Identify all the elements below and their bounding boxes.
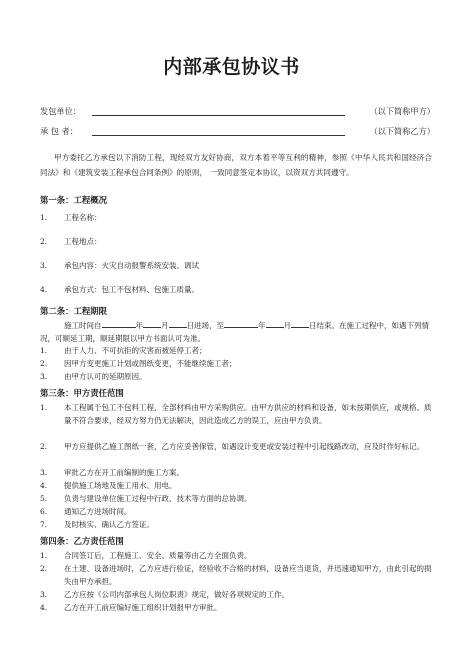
document-title: 内部承包协议书: [163, 56, 300, 78]
item-number: 3.: [40, 468, 48, 477]
item-text: 及时核实、确认乙方签证。: [64, 520, 154, 529]
item-number: 4.: [40, 603, 48, 612]
section1-item: [40, 211, 432, 224]
contractor-suffix: （以下简称乙方）: [369, 126, 435, 136]
start-day-blank: [169, 318, 187, 328]
end-month-blank: [266, 318, 284, 328]
section4-item: [40, 562, 432, 588]
section3-heading: 第三条：甲方责任范围: [40, 388, 124, 398]
year-label: 年: [135, 321, 143, 330]
section2-item: [40, 370, 432, 383]
employer-blank: [92, 115, 345, 116]
section4-item: [40, 549, 432, 562]
section1-item: [40, 235, 432, 248]
section2-item: [40, 344, 432, 357]
section4-item: [40, 601, 432, 614]
item-number: 3.: [40, 590, 48, 599]
section3-item: [40, 401, 432, 427]
item-text: 合同签订后，工程施工、安全、质量等由乙方全面负责。: [64, 551, 252, 560]
contractor-line: [40, 124, 435, 138]
item-text: 承包内容：火灾自动报警系统安装、调试: [64, 261, 199, 270]
item-number: 1.: [40, 403, 48, 412]
intro-paragraph: 甲方委托乙方承包以下消防工程，现经双方友好协商，双方本着平等互利的精神，参照《中华人民共和国经济合同法》和《建筑安装工程承包合同条例》的原则， 一致同意签定本协议，以资双方共同遵守。: [40, 153, 432, 177]
item-text: 工程名称：: [64, 213, 102, 222]
item-text: 工程地点：: [64, 237, 102, 246]
item-number: 1.: [40, 346, 48, 355]
item-number: 2.: [40, 359, 48, 368]
item-text: 乙方应按《公司内部承包人岗位职责》规定，做好各项规定的工作。: [64, 590, 289, 599]
section3-item: [40, 440, 432, 453]
item-number: 7.: [40, 520, 48, 529]
section2-item: [40, 357, 432, 370]
item-text: 负责与建设单位施工过程中行政、技术等方面的总协调。: [64, 494, 252, 503]
section3-item: [40, 518, 432, 531]
section4-heading: 第四条：乙方责任范围: [40, 536, 124, 546]
section3-item: [40, 492, 432, 505]
item-text: 通知乙方进场时间。: [64, 507, 132, 516]
section3-item: [40, 479, 432, 492]
section3-item: [40, 466, 432, 479]
end-day-blank: [291, 318, 309, 328]
item-text: 因甲方变更施工计划或图纸变更，不能继续施工者；: [64, 359, 237, 368]
item-number: 6.: [40, 507, 48, 516]
employer-suffix: （以下简称甲方）: [369, 106, 435, 116]
item-text: 由甲方认可的延期原因。: [64, 372, 147, 381]
section1-item: [40, 259, 432, 272]
month-label: 月: [161, 321, 169, 330]
item-text: 承包方式：包工不包材料、包施工质量。: [64, 285, 199, 294]
section1-item: [40, 283, 432, 296]
item-number: 3.: [40, 261, 48, 270]
item-text: 乙方在开工前应编好施工组织计划报甲方审批。: [64, 603, 222, 612]
item-number: 4.: [40, 285, 48, 294]
item-text: 审批乙方在开工前编制的施工方案。: [64, 468, 184, 477]
item-number: 1.: [40, 551, 48, 560]
item-text: 本工程属于包工不包料工程，全部材料由甲方采购供应。由甲方供应的材料和设备，如未按期供应，或规格、质量不符合要求，经双方努力仍无法解决，因此造成乙方的误工，应由甲方负责。: [64, 403, 432, 425]
section3-item: [40, 505, 432, 518]
month-label: 月: [283, 321, 291, 330]
employer-line: [40, 104, 435, 118]
item-number: 2.: [40, 564, 48, 573]
section1-heading: 第一条：工程概况: [40, 195, 107, 205]
year-label: 年: [258, 321, 266, 330]
item-text: 在土建、设备进场时，乙方应进行验证，经验收不合格的材料，设备应当退货，并迅速通知甲方，由此引起的损失由甲方承担。: [64, 564, 432, 586]
end-year-blank: [224, 318, 258, 328]
item-number: 3.: [40, 372, 48, 381]
section4-item: [40, 588, 432, 601]
contractor-blank: [92, 135, 345, 136]
contractor-label: 承 包 者：: [40, 126, 78, 136]
item-number: 1.: [40, 213, 48, 222]
schedule-start: 施工时间自: [64, 321, 102, 330]
employer-label: 发包单位：: [40, 106, 81, 116]
item-text: 甲方应提供乙施工图纸一套，乙方应妥善保管，如遇设计变更或安装过程中引起线路改动，应及时作好标记。: [64, 442, 424, 451]
schedule-paragraph: [40, 318, 432, 345]
item-number: 5.: [40, 494, 48, 503]
item-number: 2.: [40, 442, 48, 451]
start-year-blank: [102, 318, 136, 328]
section2-heading: 第二条：工程期限: [40, 306, 107, 316]
item-text: 由于人力、不可抗拒的灾害而被延停工者；: [64, 346, 207, 355]
item-number: 2.: [40, 237, 48, 246]
item-text: 提供施工场地及施工用水、用电。: [64, 481, 177, 490]
start-month-blank: [143, 318, 161, 328]
item-number: 4.: [40, 481, 48, 490]
schedule-end: 日结束。在施工过程中，如遇下列情况，可顺延工期，顺延期限以甲方书面认可为准。: [40, 321, 429, 343]
schedule-middle: 日进场，至: [186, 321, 224, 330]
